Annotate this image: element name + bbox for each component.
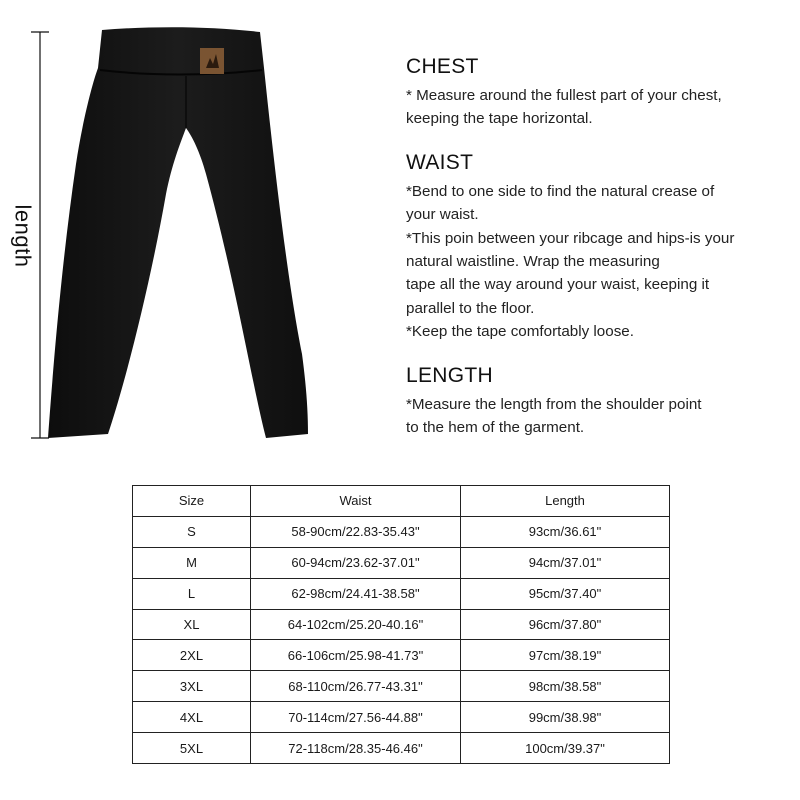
- leggings-icon: [40, 24, 320, 444]
- cell-size: 2XL: [133, 640, 251, 671]
- cell-size: S: [133, 516, 251, 547]
- table-row: [133, 671, 670, 702]
- waist-heading: WAIST: [406, 150, 474, 174]
- header-waist: Waist: [251, 486, 461, 517]
- chest-section: [406, 54, 786, 131]
- cell-length: 93cm/36.61": [461, 516, 670, 547]
- cell-length: 95cm/37.40": [461, 578, 670, 609]
- cell-size: L: [133, 578, 251, 609]
- cell-size: M: [133, 547, 251, 578]
- length-label: [2, 196, 42, 276]
- header-length: Length: [461, 486, 670, 517]
- waist-text-line: *Keep the tape comfortably loose.: [406, 323, 634, 341]
- table-row: [133, 578, 670, 609]
- length-text-line: *Measure the length from the shoulder point: [406, 395, 702, 413]
- cell-waist: 64-102cm/25.20-40.16": [251, 609, 461, 640]
- cell-waist: 66-106cm/25.98-41.73": [251, 640, 461, 671]
- cell-size: 3XL: [133, 671, 251, 702]
- cell-waist: 72-118cm/28.35-46.46": [251, 733, 461, 764]
- table-row: [133, 640, 670, 671]
- chest-heading: CHEST: [406, 55, 479, 78]
- measurement-guide: [406, 54, 786, 458]
- cell-waist: 70-114cm/27.56-44.88": [251, 702, 461, 733]
- cell-waist: 60-94cm/23.62-37.01": [251, 547, 461, 578]
- waist-text-line: natural waistline. Wrap the measuring: [406, 253, 660, 271]
- waist-text-line: tape all the way around your waist, keeping it: [406, 276, 710, 294]
- cell-size: 5XL: [133, 733, 251, 764]
- waist-text-line: parallel to the floor.: [406, 299, 535, 317]
- length-section: [406, 363, 786, 440]
- cell-size: 4XL: [133, 702, 251, 733]
- cell-length: 94cm/37.01": [461, 547, 670, 578]
- cell-waist: 68-110cm/26.77-43.31": [251, 671, 461, 702]
- chest-text-line: * Measure around the fullest part of your chest,: [406, 87, 722, 104]
- length-text-line: to the hem of the garment.: [406, 419, 585, 437]
- table-row: [133, 609, 670, 640]
- waist-text-line: *This poin between your ribcage and hips-is your: [406, 229, 735, 247]
- leggings-image: [40, 24, 320, 444]
- table-row: [133, 516, 670, 547]
- logo-patch: [200, 48, 224, 74]
- header-size: Size: [133, 486, 251, 517]
- cell-length: 98cm/38.58": [461, 671, 670, 702]
- cell-length: 99cm/38.98": [461, 702, 670, 733]
- cell-waist: 62-98cm/24.41-38.58": [251, 578, 461, 609]
- chest-text-line: keeping the tape horizontal.: [406, 110, 593, 128]
- cell-length: 96cm/37.80": [461, 609, 670, 640]
- table-header-row: [133, 486, 670, 517]
- waist-text-line: *Bend to one side to find the natural crease of: [406, 182, 715, 200]
- table-row: [133, 702, 670, 733]
- size-chart-table: [132, 485, 670, 764]
- length-heading: LENGTH: [406, 363, 493, 387]
- waist-text-line: your waist.: [406, 206, 479, 224]
- table-row: [133, 547, 670, 578]
- table-row: [133, 733, 670, 764]
- cell-length: 97cm/38.19": [461, 640, 670, 671]
- cell-length: 100cm/39.37": [461, 733, 670, 764]
- length-label-text: length: [10, 204, 36, 268]
- cell-size: XL: [133, 609, 251, 640]
- cell-waist: 58-90cm/22.83-35.43": [251, 516, 461, 547]
- waist-section: [406, 150, 786, 344]
